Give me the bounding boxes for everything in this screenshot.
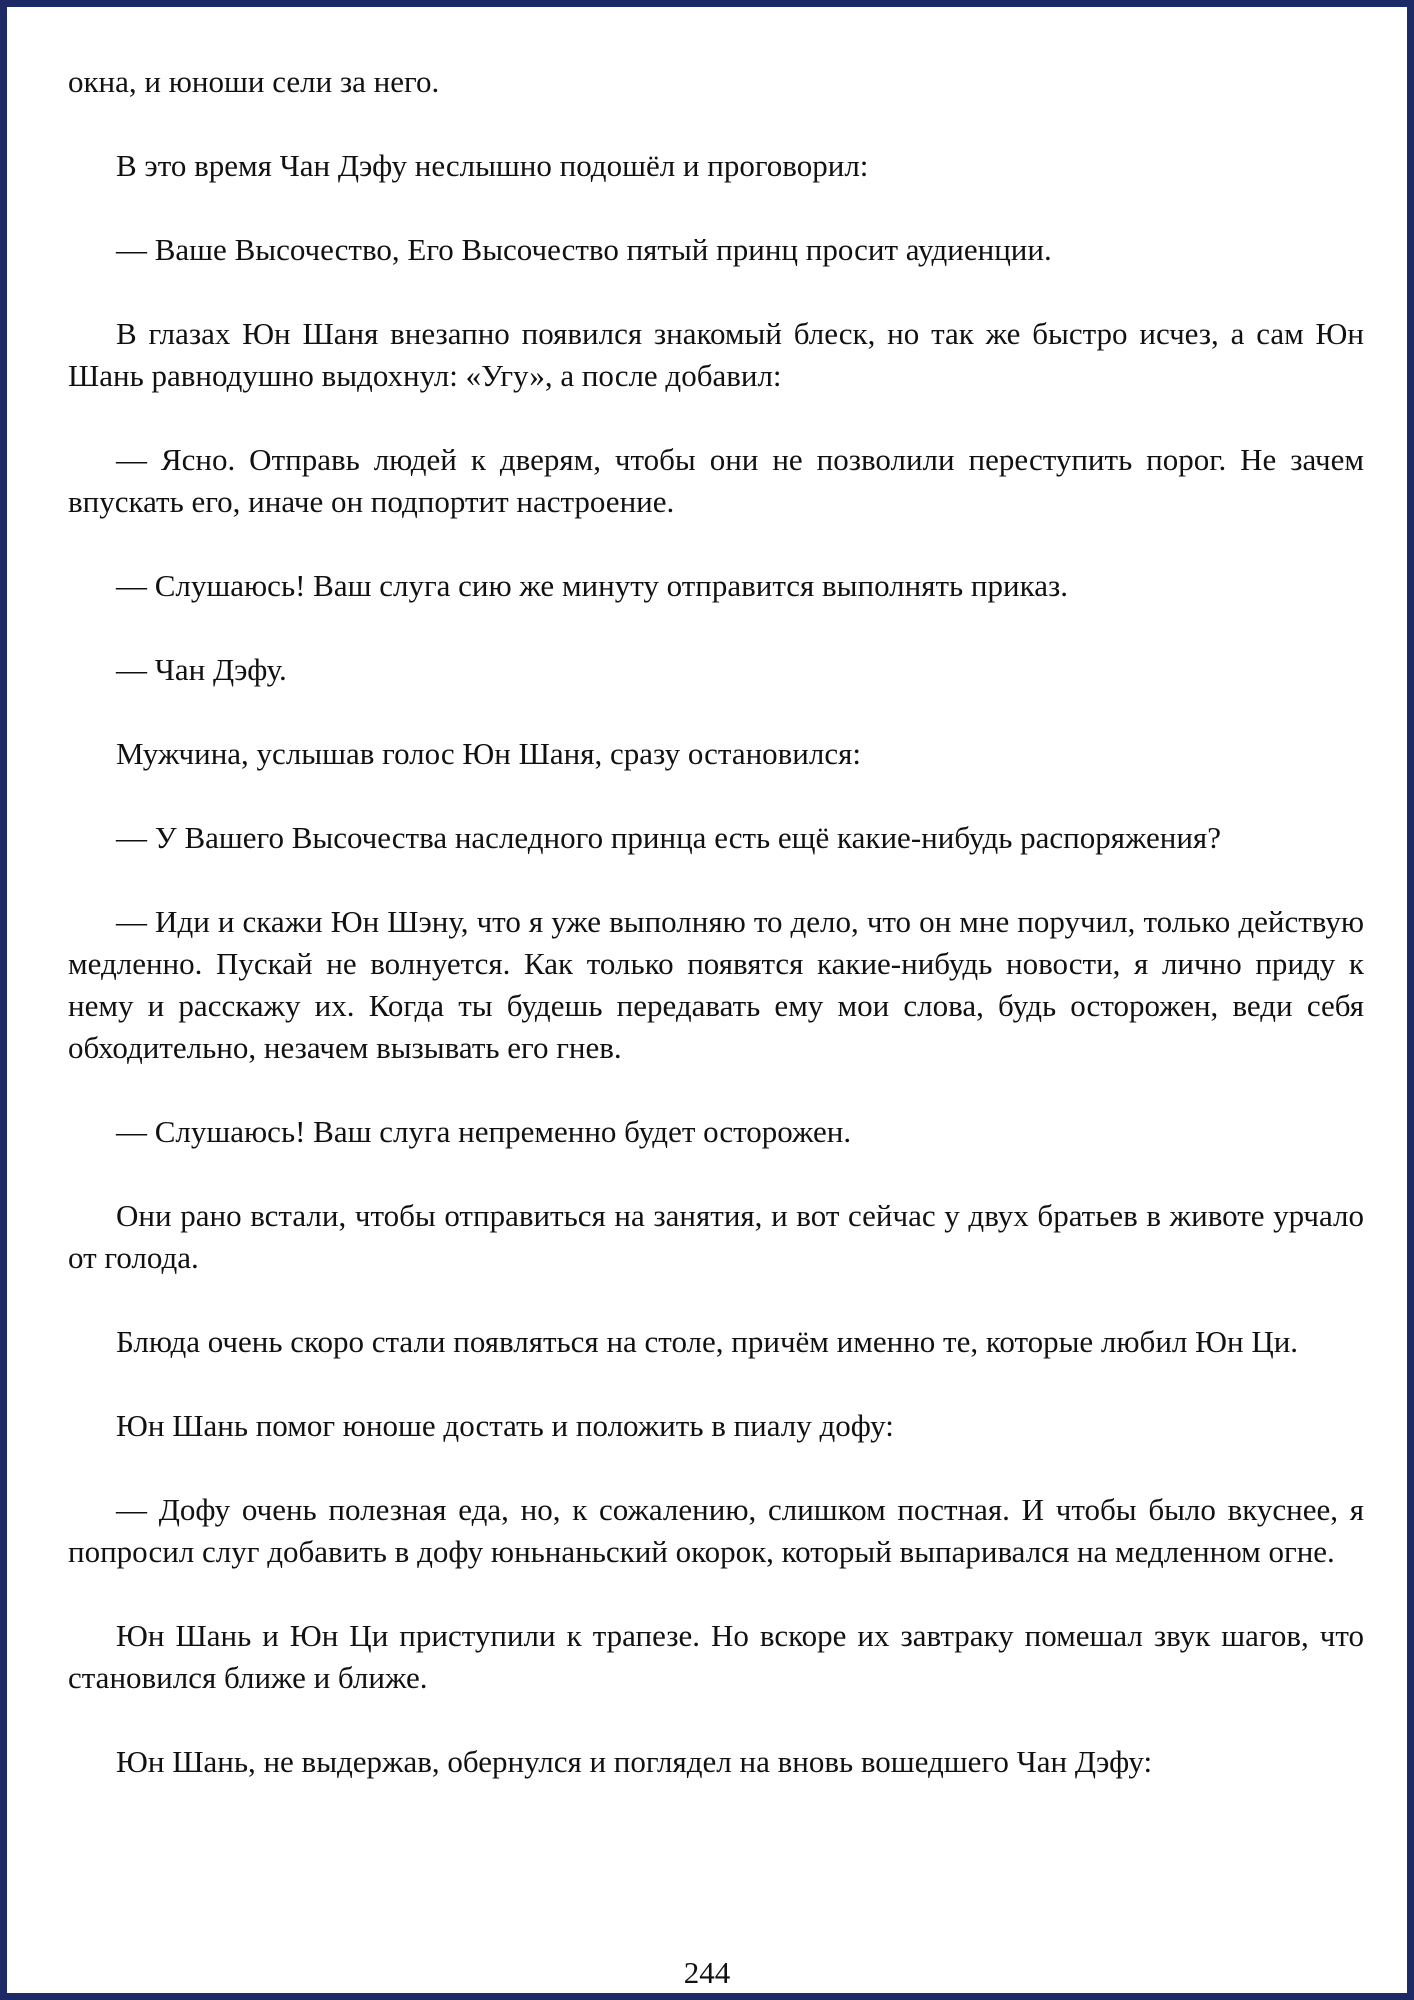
page-number: 244 [683, 1955, 731, 1990]
paragraph-12: Они рано встали, чтобы отправиться на занятия, и вот сейчас у двух братьев в животе урчало от голода. [68, 1198, 1364, 1275]
paragraph-17: Юн Шань, не выдержав, обернулся и поглядел на вновь вошедшего Чан Дэфу: [116, 1744, 1153, 1779]
paragraph-13: Блюда очень скоро стали появляться на столе, причём именно те, которые любил Юн Ци. [116, 1324, 1299, 1359]
paragraph-5: — Ясно. Отправь людей к дверям, чтобы они не позволили переступить порог. Не зачем впускать его, иначе он подпортит настроение. [68, 442, 1364, 519]
paragraph-4: В глазах Юн Шаня внезапно появился знакомый блеск, но так же быстро исчез, а сам Юн Шань равнодушно выдохнул: «Угу», а после добавил: [68, 316, 1364, 393]
paragraph-11: — Слушаюсь! Ваш слуга непременно будет осторожен. [116, 1114, 852, 1149]
paragraph-8: Мужчина, услышав голос Юн Шаня, сразу остановился: [116, 736, 861, 771]
paragraph-16: Юн Шань и Юн Ци приступили к трапезе. Но вскоре их завтраку помешал звук шагов, что становился ближе и ближе. [68, 1618, 1364, 1695]
paragraph-6: — Слушаюсь! Ваш слуга сию же минуту отправится выполнять приказ. [116, 568, 1068, 603]
page-text [68, 61, 1364, 1825]
paragraph-15: — Дофу очень полезная еда, но, к сожалению, слишком постная. И чтобы было вкуснее, я попросил слуг добавить в дофу юньнаньский окорок, который выпаривался на медленном огне. [68, 1492, 1364, 1569]
paragraph-10: — Иди и скажи Юн Шэну, что я уже выполняю то дело, что он мне поручил, только действую медленно. Пускай не волнуется. Как только появятся какие-нибудь новости, я лично приду к нему и расскажу их. Когда ты будешь передавать ему мои слова, будь осторожен, веди себя обходительно, незачем вызывать его гнев. [68, 904, 1364, 1065]
paragraph-3: — Ваше Высочество, Его Высочество пятый принц просит аудиенции. [116, 232, 1052, 267]
paragraph-7: — Чан Дэфу. [116, 652, 287, 687]
paragraph-9: — У Вашего Высочества наследного принца есть ещё какие-нибудь распоряжения? [116, 820, 1221, 855]
paragraph-14: Юн Шань помог юноше достать и положить в пиалу дофу: [116, 1408, 894, 1443]
paragraph-1: окна, и юноши сели за него. [68, 64, 440, 99]
paragraph-2: В это время Чан Дэфу неслышно подошёл и проговорил: [116, 148, 869, 183]
